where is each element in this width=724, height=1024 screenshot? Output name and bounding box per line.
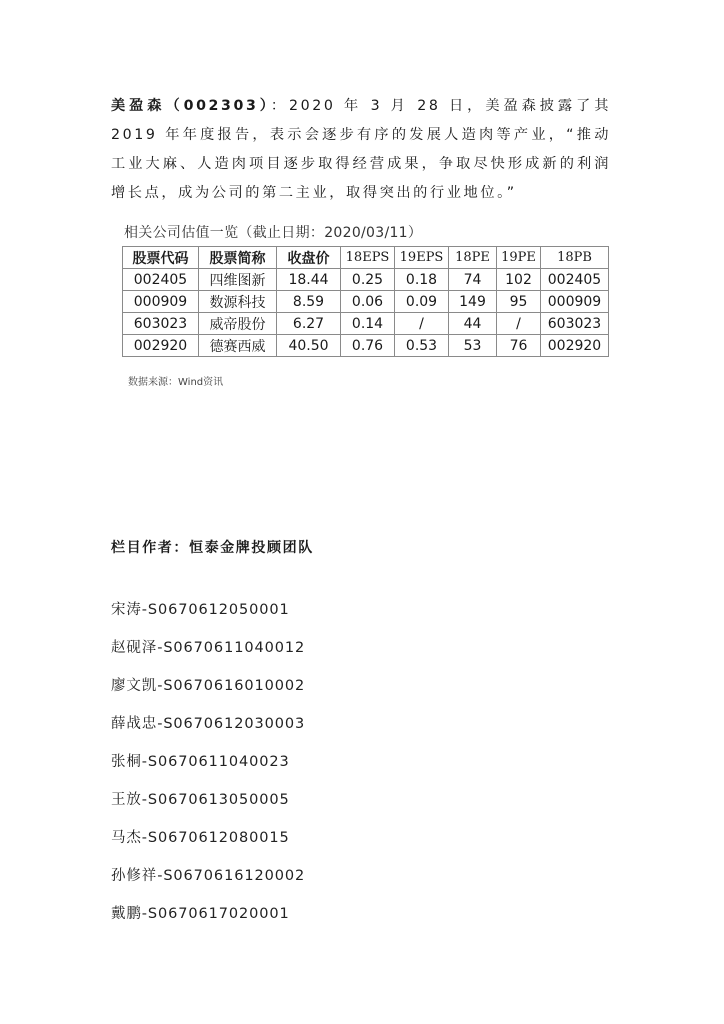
header-cell: 19PE: [497, 247, 541, 269]
table-cell: 149: [449, 291, 497, 313]
table-cell: 0.53: [395, 335, 449, 357]
header-cell: 19EPS: [395, 247, 449, 269]
team-member-list: [111, 598, 305, 940]
column-author-title: 栏目作者：恒泰金牌投顾团队: [111, 540, 314, 556]
table-cell: 000909: [123, 291, 199, 313]
table-cell: 0.18: [395, 269, 449, 291]
list-item: 张桐-S0670611040023: [111, 754, 290, 770]
list-item: 薛战忠-S0670612030003: [111, 716, 306, 732]
table-row: [123, 313, 609, 335]
table-cell: 德赛西威: [199, 335, 277, 357]
table-cell: 0.09: [395, 291, 449, 313]
table-cell: 0.14: [341, 313, 395, 335]
paragraph-text: ：2020 年 3 月 28 日，美盈森披露了其 2019 年年度报告，表示会逐步有序的发展人造肉等产业，“推动工业大麻、人造肉项目逐步取得经营成果，争取尽快形成新的利润增长点，成为公司的第二主业，取得突出的行业地位。”: [111, 98, 612, 201]
table-cell: 18.44: [277, 269, 341, 291]
table-row: [123, 291, 609, 313]
list-item: 廖文凯-S0670616010002: [111, 678, 306, 694]
header-cell: 18PE: [449, 247, 497, 269]
header-cell: 18EPS: [341, 247, 395, 269]
table-cell: 002405: [123, 269, 199, 291]
list-item: 马杰-S0670612080015: [111, 830, 290, 846]
table-cell: 数源科技: [199, 291, 277, 313]
table-cell: /: [395, 313, 449, 335]
header-cell: 收盘价: [277, 247, 341, 269]
table-cell: 四维图新: [199, 269, 277, 291]
table-caption: 相关公司估值一览（截止日期：2020/03/11）: [124, 225, 423, 241]
table-cell: 95: [497, 291, 541, 313]
table-header-row: [123, 247, 609, 269]
data-source-note: 数据来源：Wind资讯: [128, 377, 224, 388]
table-cell: 威帝股份: [199, 313, 277, 335]
header-cell: 股票代码: [123, 247, 199, 269]
table-cell: 603023: [123, 313, 199, 335]
table-cell: 40.50: [277, 335, 341, 357]
table-row: [123, 335, 609, 357]
list-item: 戴鹏-S0670617020001: [111, 906, 290, 922]
table-cell: /: [497, 313, 541, 335]
table-cell: 002920: [541, 335, 609, 357]
table-cell: 0.06: [341, 291, 395, 313]
table-cell: 53: [449, 335, 497, 357]
table-cell: 76: [497, 335, 541, 357]
table-cell: 74: [449, 269, 497, 291]
table-cell: 002920: [123, 335, 199, 357]
table-cell: 000909: [541, 291, 609, 313]
table-cell: 002405: [541, 269, 609, 291]
company-name: 美盈森（002303）: [111, 98, 271, 114]
table-cell: 603023: [541, 313, 609, 335]
table-cell: 6.27: [277, 313, 341, 335]
list-item: 王放-S0670613050005: [111, 792, 290, 808]
header-cell: 18PB: [541, 247, 609, 269]
valuation-table: [122, 246, 609, 357]
list-item: 宋涛-S0670612050001: [111, 602, 290, 618]
table-cell: 0.76: [341, 335, 395, 357]
table-row: [123, 269, 609, 291]
table-cell: 102: [497, 269, 541, 291]
table-cell: 0.25: [341, 269, 395, 291]
table-cell: 44: [449, 313, 497, 335]
list-item: 赵砚泽-S0670611040012: [111, 640, 306, 656]
list-item: 孙修祥-S0670616120002: [111, 868, 306, 884]
table-cell: 8.59: [277, 291, 341, 313]
header-cell: 股票简称: [199, 247, 277, 269]
intro-paragraph: [111, 92, 611, 208]
